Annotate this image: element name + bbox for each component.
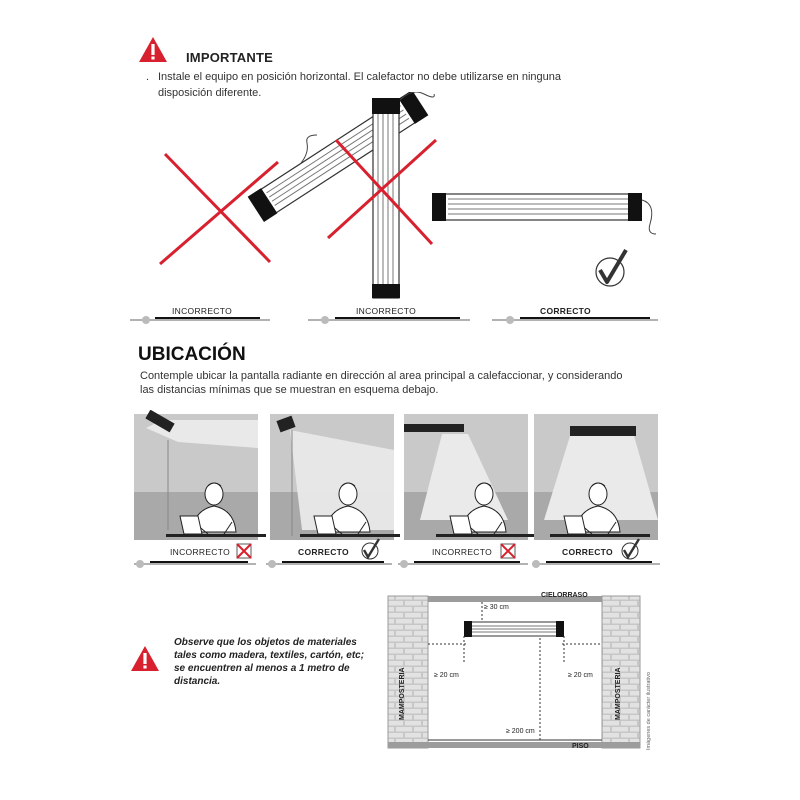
scene-panel-1: [134, 410, 266, 540]
dim-left: ≥ 20 cm: [434, 672, 459, 679]
heater-diagonal-icon: [248, 92, 429, 222]
dim-top: ≥ 30 cm: [484, 604, 509, 611]
warning-text-line2: disposición diferente.: [158, 87, 262, 99]
wall-left-label: MAMPOSTERIA: [399, 667, 406, 720]
check-mark-icon: [596, 250, 626, 286]
floor-label: PISO: [572, 743, 589, 750]
panel-caption-4: CORRECTO: [562, 547, 613, 557]
heater-horizontal-icon: [432, 193, 656, 234]
check-mark-icon: [622, 539, 639, 559]
location-text-line2: las distancias mínimas que se muestran en esquema debajo.: [140, 384, 439, 396]
orientation-caption-1: INCORRECTO: [172, 306, 232, 316]
location-text-line1: Contemple ubicar la pantalla radiante en dirección al area principal a calefaccionar, y considerando: [140, 370, 623, 382]
note-line1: Observe que los objetos de materiales: [174, 637, 357, 648]
orientation-caption-2: INCORRECTO: [356, 306, 416, 316]
cross-mark-icon: [501, 544, 515, 558]
orientation-caption-3: CORRECTO: [540, 306, 591, 316]
cross-mark-icon: [237, 544, 251, 558]
warning-title: IMPORTANTE: [186, 50, 273, 65]
dim-right: ≥ 20 cm: [568, 672, 593, 679]
scene-panel-4: [534, 414, 658, 540]
warning-text-line1: Instale el equipo en posición horizontal. El calefactor no debe utilizarse en ninguna: [158, 71, 561, 83]
note-line4: distancia.: [174, 676, 221, 687]
ceiling-label: CIELORRASO: [541, 592, 588, 599]
illustrative-note: Imágenes de carácter ilustrativo: [646, 672, 652, 750]
note-line3: se encuentren al menos a 1 metro de: [174, 663, 350, 674]
scene-panel-3: [404, 414, 536, 540]
location-title: UBICACIÓN: [138, 344, 246, 365]
note-line2: tales como madera, textiles, cartón, etc;: [174, 650, 365, 661]
orientation-illustrations: [120, 92, 680, 332]
warning-triangle-icon: [130, 645, 160, 672]
panel-caption-3: INCORRECTO: [432, 547, 492, 557]
dim-floor: ≥ 200 cm: [506, 728, 535, 735]
warning-bullet: .: [146, 71, 150, 83]
scene-panel-2: [270, 414, 400, 540]
check-mark-icon: [362, 539, 379, 559]
wall-right-label: MAMPOSTERIA: [615, 667, 622, 720]
heater-horizontal-icon: [464, 621, 564, 637]
panel-caption-2: CORRECTO: [298, 547, 349, 557]
warning-triangle-icon: [138, 36, 168, 63]
panel-caption-1: INCORRECTO: [170, 547, 230, 557]
